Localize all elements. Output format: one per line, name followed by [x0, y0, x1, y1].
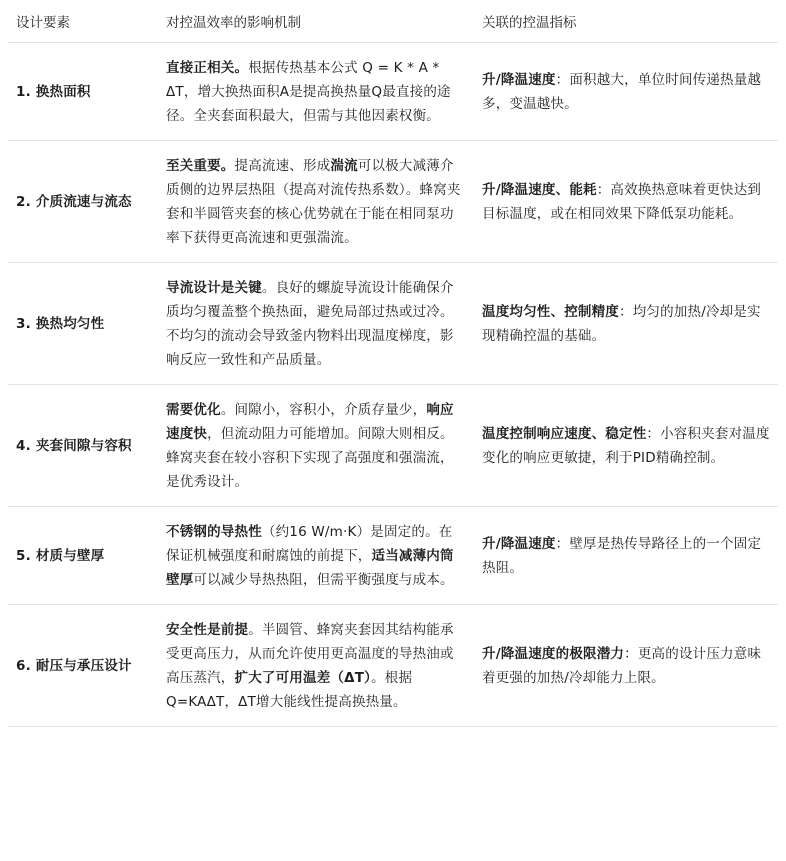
text-run: ：小容积夹套对温度变化的响应更敏捷，利于PID精确控制。 [482, 426, 770, 466]
bold-text: 导流设计是关键 [166, 280, 262, 296]
bold-text: 直接正相关。 [166, 60, 249, 76]
text-run: 。根据Q=KAΔT，ΔT增大能线性提高换热量。 [166, 670, 413, 710]
text-run: 。半圆管、蜂窝夹套因其结构能承受更高压力，从而允许使用更高温度的导热油或高压蒸汽， [166, 622, 454, 686]
indicator-cell [474, 43, 778, 141]
bold-text: 安全性是前提 [166, 622, 249, 638]
factor-cell: 5. 材质与壁厚 [8, 507, 158, 605]
indicator-cell [474, 263, 778, 385]
header-mechanism: 对控温效率的影响机制 [158, 0, 474, 43]
table-row [8, 141, 778, 263]
bold-text: 不锈钢的导热性 [166, 524, 262, 540]
mechanism-cell [158, 605, 474, 727]
table-row [8, 385, 778, 507]
indicator-cell [474, 507, 778, 605]
bold-text: 升/降温速度、能耗 [482, 182, 597, 198]
bold-text: 温度控制响应速度、稳定性 [482, 426, 647, 442]
indicator-cell [474, 141, 778, 263]
table-row [8, 507, 778, 605]
text-run: 。良好的螺旋导流设计能确保介质均匀覆盖整个换热面，避免局部过热或过冷。不均匀的流动会导致釜内物料出现温度梯度，影响反应一致性和产品质量。 [166, 280, 454, 368]
indicator-cell [474, 385, 778, 507]
text-run: ：壁厚是热传导路径上的一个固定热阻。 [482, 536, 762, 576]
text-run: ，但流动阻力可能增加。间隙大则相反。蜂窝夹套在较小容积下实现了高强度和强湍流，是优秀设计。 [166, 426, 454, 490]
bold-text: 升/降温速度 [482, 72, 556, 88]
header-factor: 设计要素 [8, 0, 158, 43]
bold-text: 升/降温速度 [482, 536, 556, 552]
bold-text: 响应速度快 [166, 402, 454, 442]
bold-text: 适当减薄内筒壁厚 [166, 548, 454, 588]
text-run: ：均匀的加热/冷却是实现精确控温的基础。 [482, 304, 761, 344]
bold-text: 升/降温速度的极限潜力 [482, 646, 625, 662]
text-run: 提高流速、形成 [234, 158, 331, 174]
factor-cell: 6. 耐压与承压设计 [8, 605, 158, 727]
text-run: ：高效换热意味着更快达到目标温度，或在相同效果下降低泵功能耗。 [482, 182, 762, 222]
bold-text: 需要优化 [166, 402, 221, 418]
text-run: （约16 W/m·K）是固定的。在保证机械强度和耐腐蚀的前提下， [166, 524, 453, 564]
text-run: ：更高的设计压力意味着更强的加热/冷却能力上限。 [482, 646, 762, 686]
bold-text: 湍流 [330, 158, 358, 174]
design-factors-table [8, 0, 778, 727]
bold-text: 至关重要。 [166, 158, 235, 174]
table-header-row [8, 0, 778, 43]
header-indicator: 关联的控温指标 [474, 0, 778, 43]
text-run: 根据传热基本公式 Q = K * A * ΔT，增大换热面积A是提高换热量Q最直接的途径。全夹套面积最大，但需与其他因素权衡。 [166, 60, 451, 124]
table-row [8, 605, 778, 727]
bold-text: 温度均匀性、控制精度 [482, 304, 619, 320]
mechanism-cell [158, 263, 474, 385]
table-body [8, 43, 778, 727]
text-run: 可以减少导热热阻，但需平衡强度与成本。 [193, 572, 454, 588]
factor-cell: 1. 换热面积 [8, 43, 158, 141]
factor-cell: 4. 夹套间隙与容积 [8, 385, 158, 507]
table-row [8, 43, 778, 141]
mechanism-cell [158, 385, 474, 507]
text-run: 。间隙小，容积小，介质存量少， [220, 402, 427, 418]
indicator-cell [474, 605, 778, 727]
bold-text: 扩大了可用温差（ΔT） [234, 670, 372, 686]
text-run: ：面积越大，单位时间传递热量越多，变温越快。 [482, 72, 762, 112]
mechanism-cell [158, 507, 474, 605]
mechanism-cell [158, 141, 474, 263]
table-row [8, 263, 778, 385]
mechanism-cell [158, 43, 474, 141]
factor-cell: 2. 介质流速与流态 [8, 141, 158, 263]
text-run: 可以极大减薄介质侧的边界层热阻（提高对流传热系数）。蜂窝夹套和半圆管夹套的核心优势就在于能在相同泵功率下获得更高流速和更强湍流。 [166, 158, 461, 246]
factor-cell: 3. 换热均匀性 [8, 263, 158, 385]
